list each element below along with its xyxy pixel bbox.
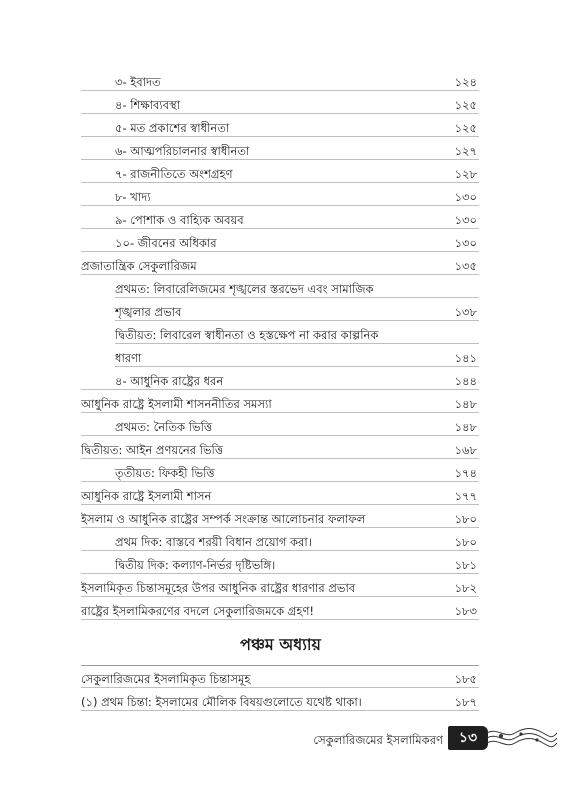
toc-entry: [81, 68, 479, 91]
toc-entry-title: তৃতীয়ত: ফিকহী ভিত্তি: [115, 466, 215, 480]
toc-entry-page: ১২৫: [454, 98, 477, 112]
toc-entry: [81, 413, 479, 436]
toc-entry: [81, 390, 479, 413]
toc-entry-page: ১৭৪: [454, 466, 477, 480]
toc-entry: [81, 367, 479, 390]
toc-entry-page: ১৪৮: [454, 397, 477, 411]
toc-entry: [81, 688, 479, 711]
toc-entry: [81, 665, 479, 688]
toc-entry-page: ১৩০: [454, 213, 477, 227]
wave-ornament-icon: [487, 724, 557, 754]
toc-entry-title: প্রজাতান্ত্রিক সেকুলারিজম: [81, 259, 197, 273]
toc-entry-title: ৪- শিক্ষাব্যবস্থা: [115, 98, 181, 112]
toc-entry-page: ১৪১: [454, 351, 477, 365]
toc-entry-page: ১৩৮: [454, 305, 477, 319]
toc-entry-page: ১২৪: [454, 75, 477, 89]
toc-entry-title: (১) প্রথম চিন্তা: ইসলামের মৌলিক বিষয়গুলোতে যথেষ্ট থাকা।: [81, 695, 362, 709]
toc-entry-title: আধুনিক রাষ্ট্রে ইসলামী শাসন: [81, 489, 212, 503]
toc-entry-title: ৮- খাদ্য: [115, 190, 151, 204]
toc-entry: [81, 551, 479, 574]
toc-entry: [81, 183, 479, 206]
toc-entry-title-continued: শৃঙ্খলার প্রভাব: [115, 305, 182, 319]
toc-entry-title: ইসলামিকৃত চিন্তাসমূহের উপর আধুনিক রাষ্ট্রের ধারণার প্রভাব: [81, 581, 356, 595]
toc-entry: [81, 252, 479, 275]
page-footer: [0, 724, 561, 754]
toc-entry-title: ৩- ইবাদত: [115, 75, 161, 89]
toc-entry-page: ১৮০: [454, 512, 477, 526]
toc-entry: [81, 114, 479, 137]
toc-entry-page: ১৬৮: [454, 443, 477, 457]
toc-entry-title: প্রথম দিক: বাস্তবে শরয়ী বিধান প্রয়োগ করা।: [115, 535, 312, 549]
toc-entry-page: ১২৮: [454, 167, 477, 181]
toc-entry: [81, 275, 479, 321]
toc-entry-title: রাষ্ট্রের ইসলামিকরণের বদলে সেকুলারিজমকে গ্রহণ!: [81, 604, 315, 618]
toc-entry-title: ৭- রাজনীতিতে অংশগ্রহণ: [115, 167, 233, 181]
toc-entry-title: সেকুলারিজমের ইসলামিকৃত চিন্তাসমূহ: [81, 672, 251, 686]
toc-entry-title: ১০- জীবনের অধিকার: [115, 236, 217, 250]
page-number: ১৩: [448, 726, 488, 750]
toc-entry: [81, 91, 479, 114]
chapter-heading: পঞ্চম অধ্যায়: [240, 635, 321, 654]
toc-entry-title-continued: ধারণা: [115, 351, 142, 365]
toc-entry-title: ৬- আত্মপরিচালনার স্বাধীনতা: [115, 144, 250, 158]
toc-entry: [81, 436, 479, 459]
table-of-contents: [81, 68, 479, 620]
toc-entry-title: ৯- পোশাক ও বাহ্যিক অবয়ব: [115, 213, 244, 227]
toc-entry-page: ১৮০: [454, 535, 477, 549]
toc-entry-title: আধুনিক রাষ্ট্রে ইসলামী শাসননীতির সমস্যা: [81, 397, 272, 411]
toc-entry: [81, 229, 479, 252]
toc-entry-title: দ্বিতীয়ত: আইন প্রণয়নের ভিত্তি: [81, 443, 224, 457]
toc-entry-title: ৪- আধুনিক রাষ্ট্রের ধরন: [115, 374, 224, 388]
toc-entry-page: ১৭৭: [454, 489, 477, 503]
toc-entry: [81, 482, 479, 505]
toc-entry: [81, 137, 479, 160]
toc-entry: [81, 206, 479, 229]
toc-entry: [81, 160, 479, 183]
toc-entry-title: দ্বিতীয় দিক: কল্যাণ-নির্ভর দৃষ্টিভঙ্গি।: [115, 558, 276, 572]
toc-entry: [81, 505, 479, 528]
toc-entry-page: ১৮৩: [454, 604, 477, 618]
toc-entry-page: ১৩০: [454, 190, 477, 204]
toc-entry-title: ইসলাম ও আধুনিক রাষ্ট্রের সম্পর্ক সংক্রান্ত আলোচনার ফলাফল: [81, 512, 366, 526]
toc-entry-page: ১৮২: [454, 581, 477, 595]
toc-entry-page: ১৩৫: [454, 259, 477, 273]
toc-entry-page: ১২৭: [454, 144, 477, 158]
toc-entry-page: ১৮৫: [454, 672, 477, 686]
toc-entry: [81, 528, 479, 551]
toc-entry-title: ৫- মত প্রকাশের স্বাধীনতা: [115, 121, 230, 135]
toc-entry-title: প্রথমত: নৈতিক ভিত্তি: [115, 420, 213, 434]
toc-entry-page: ১৮১: [454, 558, 477, 572]
toc-entry: [81, 321, 479, 367]
table-of-contents-chapter-5: [81, 665, 479, 711]
toc-entry: [81, 574, 479, 597]
toc-entry-page: ১২৫: [454, 121, 477, 135]
toc-entry-page: ১৩০: [454, 236, 477, 250]
toc-entry: [81, 459, 479, 482]
toc-entry-title: প্রথমত: লিবারেলিজমের শৃঙ্খলের স্তরভেদ এবং সামাজিক: [115, 282, 374, 296]
toc-entry-page: ১৪৮: [454, 420, 477, 434]
book-title: সেকুলারিজমের ইসলামিকরণ: [313, 733, 443, 747]
toc-entry-page: ১৪৪: [454, 374, 477, 388]
toc-entry-page: ১৮৭: [454, 695, 477, 709]
toc-entry-title: দ্বিতীয়ত: লিবারেল স্বাধীনতা ও হস্তক্ষেপ না করার কাল্পনিক: [115, 328, 379, 342]
toc-entry: [81, 597, 479, 620]
